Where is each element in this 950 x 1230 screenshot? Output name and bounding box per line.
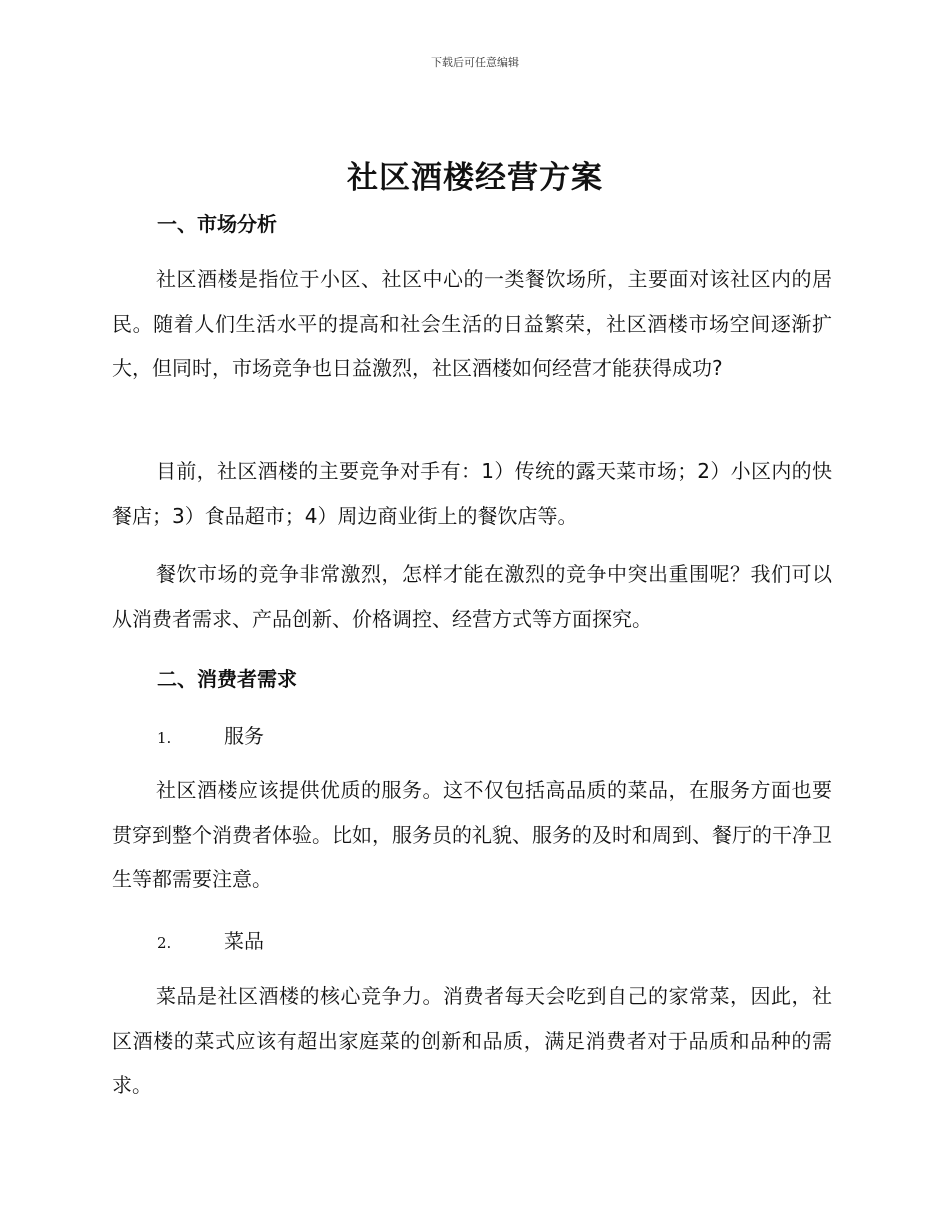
list-item-dishes bbox=[157, 925, 264, 954]
section-heading-consumer-needs: 二、消费者需求 bbox=[157, 667, 297, 691]
list-item-service bbox=[157, 720, 264, 749]
paragraph-service: 社区酒楼应该提供优质的服务。这不仅包括高品质的菜品，在服务方面也要贯穿到整个消费者体验。比如，服务员的礼貌、服务的及时和周到、餐厅的干净卫生等都需要注意。 bbox=[112, 778, 832, 891]
header-note: 下载后可任意编辑 bbox=[431, 56, 519, 69]
paragraph-market-intro: 社区酒楼是指位于小区、社区中心的一类餐饮场所，主要面对该社区内的居民。随着人们生活水平的提高和社会生活的日益繁荣，社区酒楼市场空间逐渐扩大，但同时，市场竞争也日益激烈，社区酒楼如何经营才能获得成功? bbox=[112, 267, 832, 380]
paragraph-competition: 餐饮市场的竞争非常激烈，怎样才能在激烈的竞争中突出重围呢？我们可以从消费者需求、产品创新、价格调控、经营方式等方面探究。 bbox=[112, 562, 832, 631]
list-label: 菜品 bbox=[224, 929, 264, 953]
list-number: 1. bbox=[157, 729, 172, 747]
paragraph-dishes: 菜品是社区酒楼的核心竞争力。消费者每天会吃到自己的家常菜，因此，社区酒楼的菜式应该有超出家庭菜的创新和品质，满足消费者对于品质和品种的需求。 bbox=[112, 984, 832, 1097]
document-title: 社区酒楼经营方案 bbox=[347, 160, 603, 196]
paragraph-competitors: 目前，社区酒楼的主要竞争对手有：1）传统的露天菜市场；2）小区内的快餐店；3）食品超市；4）周边商业街上的餐饮店等。 bbox=[112, 459, 832, 528]
section-heading-market-analysis: 一、市场分析 bbox=[157, 212, 277, 236]
list-label: 服务 bbox=[224, 724, 264, 748]
list-number: 2. bbox=[157, 934, 172, 952]
